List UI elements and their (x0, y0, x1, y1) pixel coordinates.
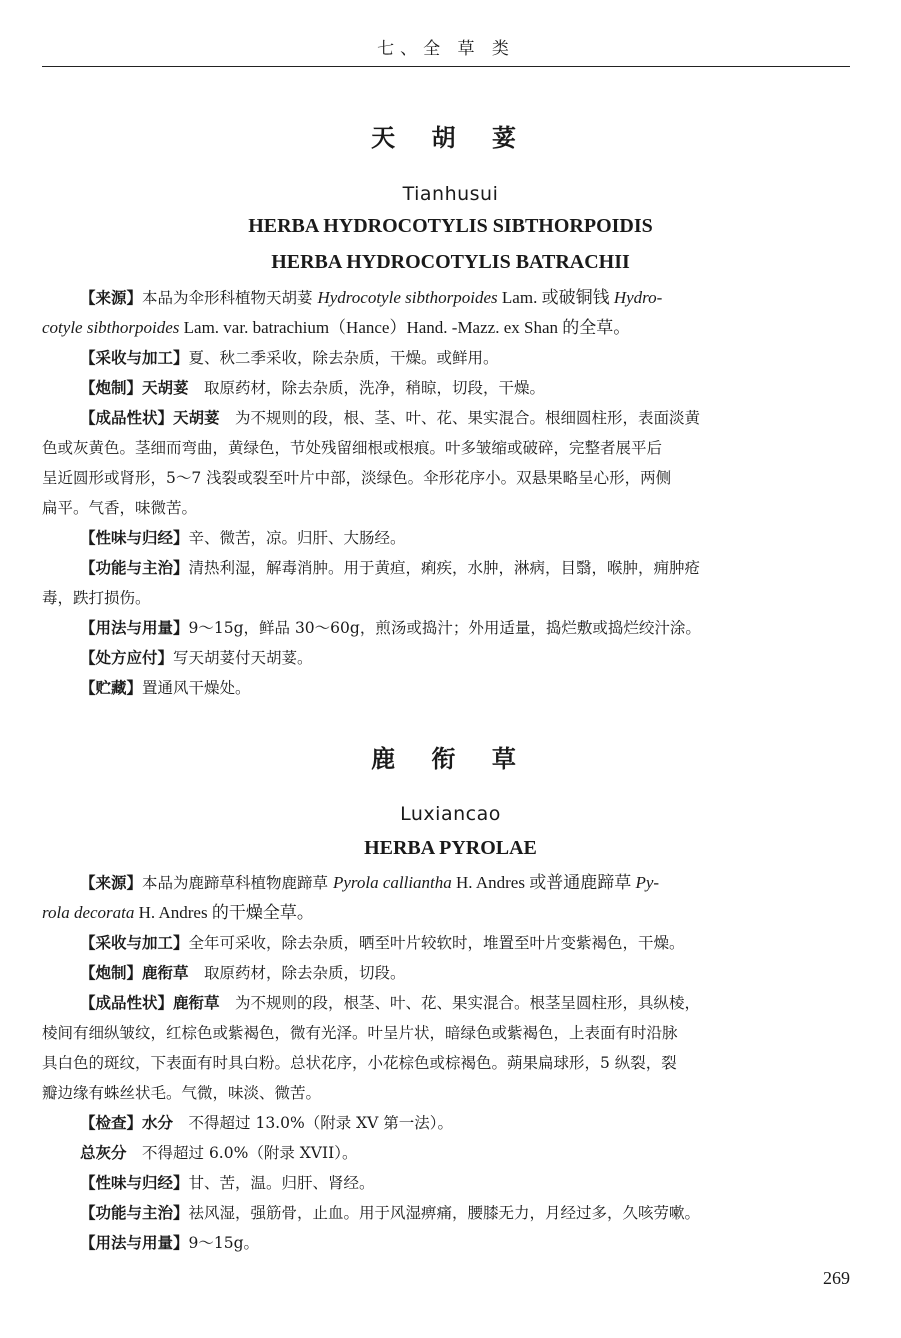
properties-term: 天胡荽 (173, 409, 220, 427)
properties-text: 为不规则的段，根茎、叶、花、果实混合。根茎呈圆柱形，具纵棱， (219, 994, 701, 1012)
properties-text-line: 色或灰黄色。茎细而弯曲，黄绿色，节处残留细根或根痕。叶多皱缩或破碎，完整者展平后 (42, 439, 663, 457)
harvest-paragraph (80, 928, 850, 958)
storage-label: 【贮藏】 (80, 679, 143, 697)
dosage-paragraph (80, 613, 850, 643)
storage-text: 置通风干燥处。 (142, 679, 251, 697)
functions-label: 【功能与主治】 (80, 559, 189, 577)
processing-term: 天胡荽 (142, 379, 189, 397)
entry-body-tianhusui (42, 283, 850, 703)
source-text: H. Andres 的干燥全草。 (134, 903, 314, 922)
properties-paragraph (80, 988, 850, 1018)
properties-text-line: 呈近圆形或肾形，5～7 浅裂或裂至叶片中部，淡绿色。伞形花序小。双悬果略呈心形，两侧 (42, 469, 672, 487)
species-name: Pyrola calliantha (332, 873, 452, 892)
dosage-paragraph (80, 1228, 850, 1258)
processing-paragraph (80, 373, 850, 403)
source-text: Lam. var. batrachium（Hance）Hand. -Mazz. ex Shan 的全草。 (179, 318, 631, 337)
pinyin-luxiancao: Luxiancao (400, 803, 501, 825)
harvest-paragraph (80, 343, 850, 373)
species-name: cotyle sibthorpoides (42, 318, 180, 337)
source-text: 本品为伞形科植物天胡荽 (142, 289, 313, 307)
properties-term: 鹿衔草 (173, 994, 220, 1012)
latin-name-3: HERBA PYROLAE (364, 837, 537, 859)
properties-text-line: 具白色的斑纹，下表面有时具白粉。总状花序，小花棕色或棕褐色。蒴果扁球形，5 纵裂，裂 (42, 1054, 677, 1072)
dosage-text: 9～15g，鲜品 30～60g，煎汤或捣汁；外用适量，捣烂敷或捣烂绞汁涂。 (188, 619, 701, 637)
functions-text: 祛风湿，强筋骨，止血。用于风湿痹痛，腰膝无力，月经过多，久咳劳嗽。 (188, 1204, 701, 1222)
source-paragraph-cont (42, 898, 850, 928)
processing-label: 【炮制】 (80, 379, 143, 397)
latin-name-1: HERBA HYDROCOTYLIS SIBTHORPOIDIS (248, 215, 653, 237)
properties-label: 【成品性状】 (80, 994, 174, 1012)
dosage-text: 9～15g。 (188, 1234, 260, 1252)
nature-paragraph (80, 1168, 850, 1198)
properties-paragraph (80, 403, 850, 433)
species-name: Py- (635, 873, 660, 892)
species-name: Hydro- (613, 288, 663, 307)
pinyin-tianhusui: Tianhusui (402, 183, 499, 205)
functions-text-line: 毒，跌打损伤。 (42, 589, 151, 607)
species-name: Hydrocotyle sibthorpoides (317, 288, 498, 307)
processing-text: 取原药材，除去杂质，切段。 (188, 964, 406, 982)
properties-text-line: 瓣边缘有蛛丝状毛。气微，味淡、微苦。 (42, 1084, 322, 1102)
source-paragraph (80, 868, 850, 898)
processing-paragraph (80, 958, 850, 988)
header-rule (42, 66, 850, 67)
processing-term: 鹿衔草 (142, 964, 189, 982)
source-paragraph-cont (42, 313, 850, 343)
processing-text: 取原药材，除去杂质，洗净，稍晾，切段，干燥。 (188, 379, 546, 397)
nature-paragraph (80, 523, 850, 553)
prescription-paragraph (80, 643, 850, 673)
properties-text-line: 扁平。气香，味微苦。 (42, 499, 198, 517)
functions-paragraph (80, 553, 850, 583)
page-number: 269 (823, 1268, 850, 1288)
source-text: 本品为鹿蹄草科植物鹿蹄草 (142, 874, 333, 892)
functions-label: 【功能与主治】 (80, 1204, 189, 1222)
entry-body-luxiancao (42, 868, 850, 1258)
inspection-text: 不得超过 13.0%（附录 XV 第一法）。 (173, 1114, 454, 1132)
prescription-text: 写天胡荽付天胡荽。 (173, 649, 313, 667)
source-text: Lam. 或破铜钱 (497, 288, 614, 307)
source-text: H. Andres 或普通鹿蹄草 (451, 873, 636, 892)
dosage-label: 【用法与用量】 (80, 619, 189, 637)
inspection-paragraph (80, 1108, 850, 1138)
nature-text: 甘、苦，温。归肝、肾经。 (188, 1174, 375, 1192)
ash-text: 不得超过 6.0%（附录 XVII）。 (126, 1144, 358, 1162)
inspection-label: 【检查】 (80, 1114, 143, 1132)
ash-term: 总灰分 (80, 1144, 127, 1162)
properties-text: 为不规则的段，根、茎、叶、花、果实混合。根细圆柱形，表面淡黄 (219, 409, 701, 427)
latin-name-2: HERBA HYDROCOTYLIS BATRACHII (271, 251, 630, 273)
harvest-text: 全年可采收，除去杂质，晒至叶片较软时，堆置至叶片变紫褐色，干燥。 (188, 934, 685, 952)
harvest-label: 【采收与加工】 (80, 349, 189, 367)
inspection-term: 水分 (142, 1114, 174, 1132)
nature-text: 辛、微苦，凉。归肝、大肠经。 (188, 529, 406, 547)
source-label: 【来源】 (80, 874, 143, 892)
properties-text-line: 棱间有细纵皱纹，红棕色或紫褐色，微有光泽。叶呈片状，暗绿色或紫褐色，上表面有时沿脉 (42, 1024, 678, 1042)
harvest-text: 夏、秋二季采收，除去杂质，干燥。或鲜用。 (188, 349, 499, 367)
source-label: 【来源】 (80, 289, 143, 307)
running-header: 七、全 草 类 (377, 39, 515, 59)
nature-label: 【性味与归经】 (80, 529, 189, 547)
entry-title-luxiancao: 鹿 衔 草 (371, 745, 530, 773)
properties-label: 【成品性状】 (80, 409, 174, 427)
processing-label: 【炮制】 (80, 964, 143, 982)
functions-paragraph (80, 1198, 850, 1228)
functions-text: 清热利湿，解毒消肿。用于黄疸，痢疾，水肿，淋病，目翳，喉肿，痈肿疮 (188, 559, 701, 577)
storage-paragraph (80, 673, 850, 703)
source-paragraph (80, 283, 850, 313)
species-name: rola decorata (42, 903, 135, 922)
ash-paragraph (80, 1138, 850, 1168)
harvest-label: 【采收与加工】 (80, 934, 189, 952)
prescription-label: 【处方应付】 (80, 649, 174, 667)
nature-label: 【性味与归经】 (80, 1174, 189, 1192)
dosage-label: 【用法与用量】 (80, 1234, 189, 1252)
entry-title-tianhusui: 天 胡 荽 (371, 124, 530, 152)
